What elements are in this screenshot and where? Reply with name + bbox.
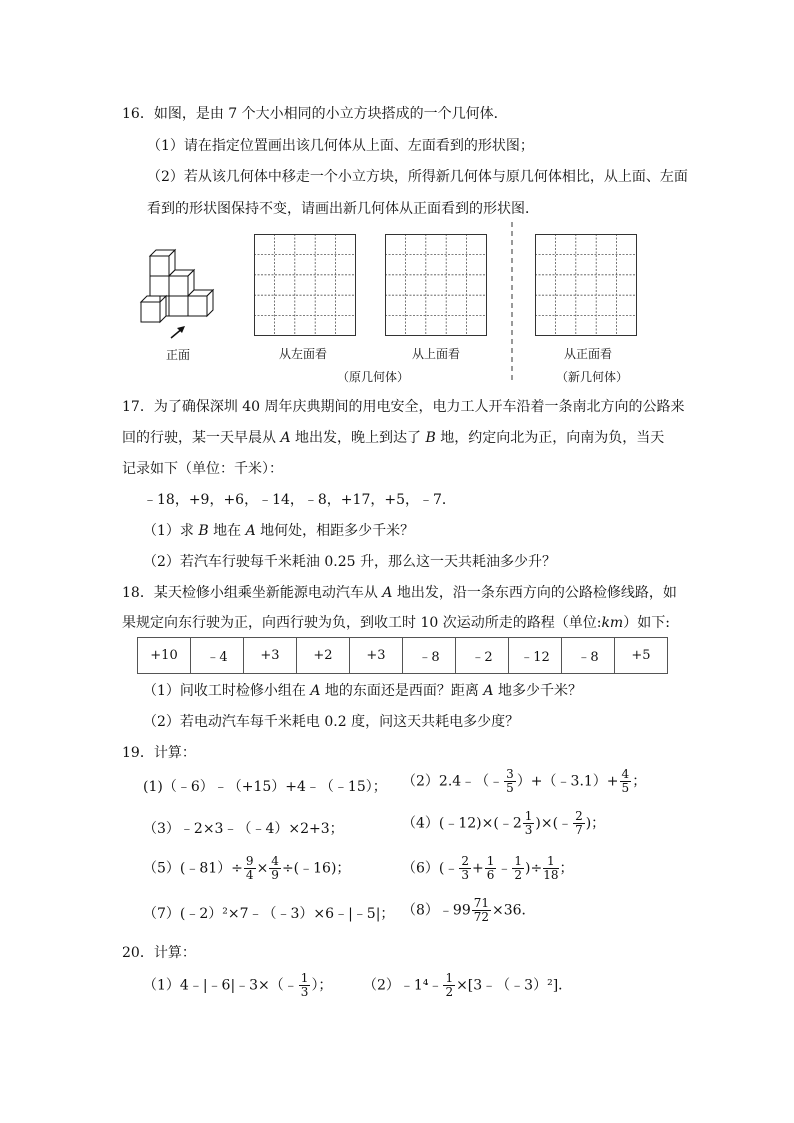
table-row	[138, 638, 668, 674]
left-view-label: 从左面看	[279, 347, 328, 361]
cube-figure	[135, 240, 225, 340]
q18-line1: 18．某天检修小组乘坐新能源电动汽车从 A 地出发，沿一条东西方向的公路检修线路，如	[122, 585, 677, 601]
table-cell: +2	[297, 638, 350, 674]
table-cell: ﹣8	[403, 638, 456, 674]
q17-part2: （2）若汽车行驶每千米耗油 0.25 升，那么这一天共耗油多少升？	[143, 554, 556, 570]
q16-stem: 16．如图，是由 7 个大小相同的小立方块搭成的一个几何体．	[122, 106, 508, 122]
table-cell: +3	[244, 638, 297, 674]
distance-table	[137, 637, 668, 674]
grid-front-view-new	[535, 234, 639, 338]
q20-title: 20．计算：	[122, 945, 196, 961]
q19-expr7: （7）(﹣2）²×7﹣（﹣3）×6﹣|﹣5|；	[143, 906, 395, 922]
q18-part2: （2）若电动汽车每千米耗电 0.2 度，问这天共耗电多少度？	[143, 714, 520, 730]
front-direction-label: 正面	[166, 348, 191, 362]
grid-top-view	[385, 234, 489, 338]
q20-expr2: （2）﹣1⁴﹣ $\frac{1}{2}$ ×[3﹣（﹣3）²]．	[363, 971, 573, 999]
divider-dashed	[510, 222, 514, 382]
q19-expr5: （5）(﹣81）÷ $\frac{9}{4}$ × $\frac{4}{9}$ ÷(﹣16)；	[143, 854, 351, 882]
grid-left-view	[254, 234, 358, 338]
q17-line2: 回的行驶，某一天早晨从 A 地出发，晚上到达了 B 地，约定向北为正，向南为负，当天	[122, 430, 665, 446]
q20-expr1: （1）4﹣|﹣6|﹣3×（﹣ $\frac{1}{3}$ ）；	[143, 971, 333, 999]
q16-part2-line2: 看到的形状图保持不变，请画出新几何体从正面看到的形状图．	[147, 201, 539, 217]
original-solid-label: （原几何体）	[337, 370, 410, 384]
front-view-label: 从正面看	[564, 347, 613, 361]
q19-expr3: （3）﹣2×3﹣（﹣4）×2+3；	[143, 821, 344, 837]
top-view-label: 从上面看	[412, 347, 461, 361]
q19-expr2: （2）2.4﹣（﹣ $\frac{3}{5}$ ）+（﹣3.1）+ $\frac{4}{5}$ ；	[402, 767, 647, 795]
q19-title: 19．计算：	[122, 745, 196, 761]
q19-expr4: （4）(﹣12)×(﹣2 $\frac{1}{3}$ )×(﹣ $\frac{2}{7}$ )；	[402, 809, 606, 837]
q19-expr1: (1)（﹣6）﹣（+15）+4﹣（﹣15）；	[143, 779, 387, 795]
table-cell: +10	[138, 638, 191, 674]
q16-part2-line1: （2）若从该几何体中移走一个小立方块，所得新几何体与原几何体相比，从上面、左面	[147, 169, 688, 185]
q19-expr6: （6）(﹣ $\frac{2}{3}$ + $\frac{1}{6}$ ﹣ $\frac{1}{2}$ )÷ $\frac{1}{18}$ ；	[402, 854, 574, 882]
table-cell: ﹣4	[191, 638, 244, 674]
q17-records: ﹣18，+9，+6，﹣14，﹣8，+17，+5，﹣7．	[143, 492, 456, 508]
q17-part1: （1）求 B 地在 A 地何处，相距多少千米？	[143, 523, 415, 539]
q17-line1: 17．为了确保深圳 40 周年庆典期间的用电安全，电力工人开车沿着一条南北方向的公路来	[122, 399, 685, 415]
table-cell: +5	[615, 638, 668, 674]
q18-part1: （1）问收工时检修小组在 A 地的东面还是西面？距离 A 地多少千米？	[143, 683, 582, 699]
table-cell: +3	[350, 638, 403, 674]
table-cell: ﹣8	[562, 638, 615, 674]
new-solid-label: （新几何体）	[556, 370, 629, 384]
table-cell: ﹣12	[509, 638, 562, 674]
q18-line2: 果规定向东行驶为正，向西行驶为负，到收工时 10 次运动所走的路程（单位:km）如下:	[122, 615, 670, 631]
table-cell: ﹣2	[456, 638, 509, 674]
q19-expr8: （8）﹣99 $\frac{71}{72}$ ×36．	[402, 896, 536, 924]
q16-part1: （1）请在指定位置画出该几何体从上面、左面看到的形状图；	[147, 138, 534, 154]
q17-line3: 记录如下（单位：千米）：	[122, 461, 283, 477]
